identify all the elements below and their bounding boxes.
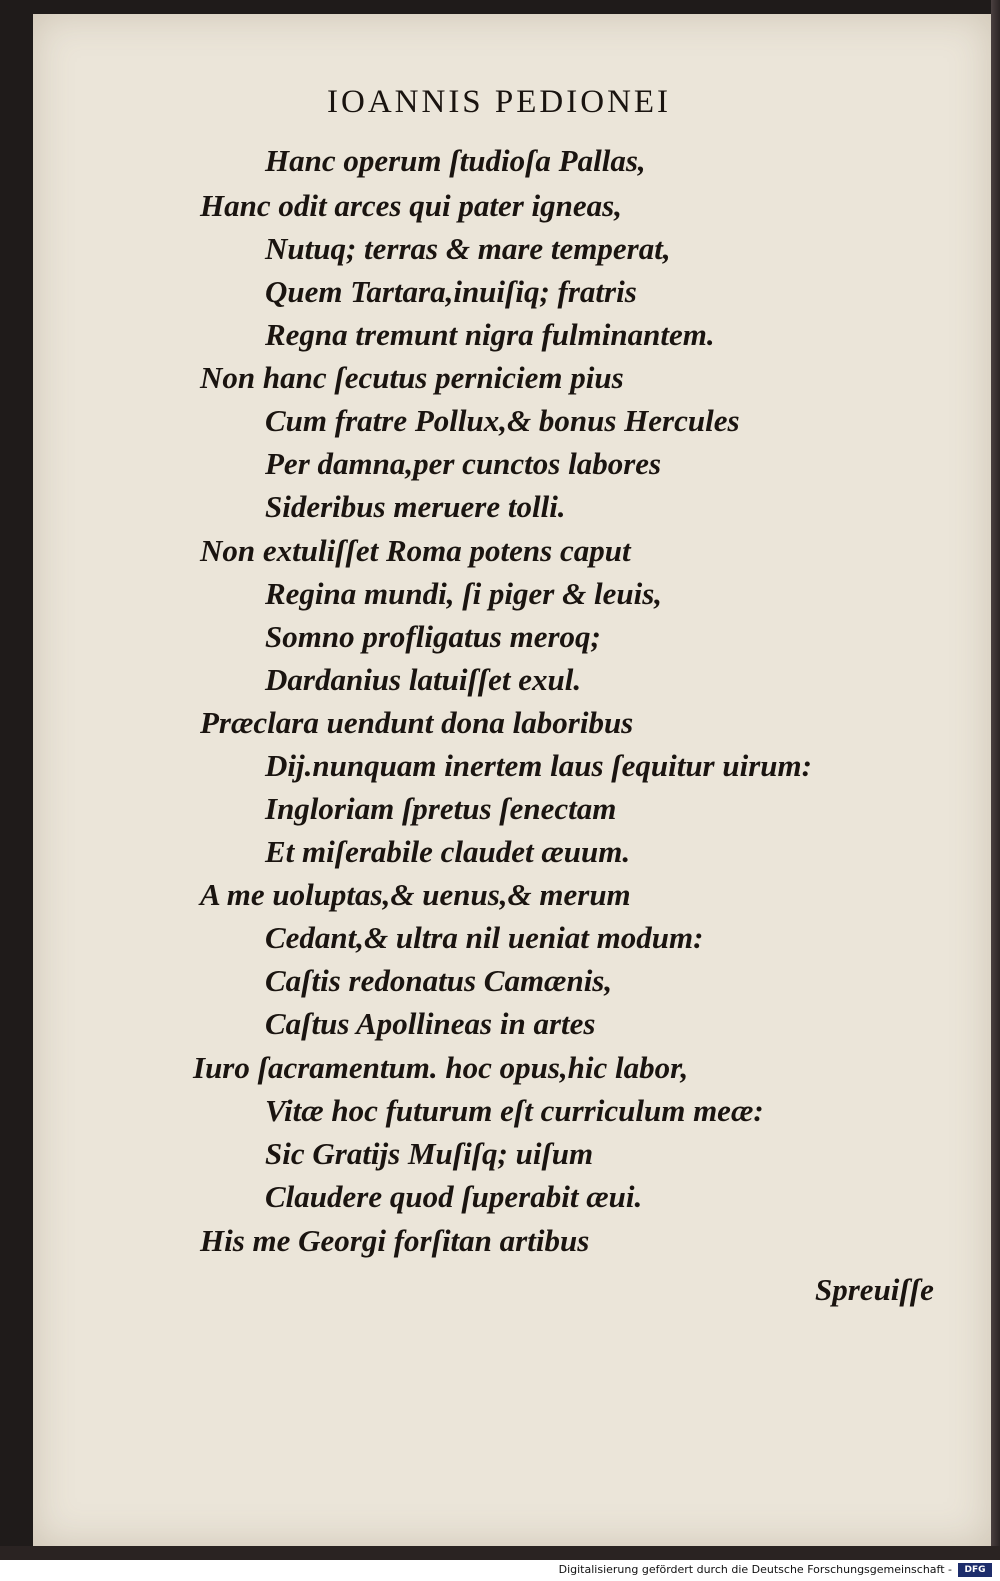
verse-line: Cum fratre Pollux,& bonus Hercules	[265, 403, 740, 438]
verse-line: Regna tremunt nigra fulminantem.	[265, 317, 715, 352]
verse-line: Sic Gratijs Muſiſq; uiſum	[265, 1136, 594, 1171]
verse-line: Regina mundi, ſi piger & leuis,	[265, 576, 663, 611]
verse-line: Et miſerabile claudet æuum.	[265, 834, 631, 869]
verse-line: Cedant,& ultra nil ueniat modum:	[265, 920, 704, 955]
verse-line: Non hanc ſecutus perniciem pius	[200, 360, 624, 395]
verse-line: Iuro ſacramentum. hoc opus,hic labor,	[193, 1050, 689, 1085]
book-bottom-edge	[0, 1546, 1000, 1560]
footer-credit: Digitalisierung gefördert durch die Deutsche Forschungsgemeinschaft -	[558, 1563, 952, 1576]
verse-line: Nutuq; terras & mare temperat,	[265, 231, 671, 266]
verse-line: Per damna,per cunctos labores	[265, 446, 662, 481]
dfg-logo: DFG	[958, 1563, 992, 1577]
running-head: IOANNIS PEDIONEI	[327, 84, 672, 120]
verse-line: Dardanius latuiſſet exul.	[265, 662, 582, 697]
verse-line: Caſtus Apollineas in artes	[265, 1006, 596, 1041]
verse-line: Sideribus meruere tolli.	[265, 489, 566, 524]
verse-line: Non extuliſſet Roma potens caput	[200, 533, 631, 568]
verse-line: Quem Tartara,inuiſiq; fratris	[265, 274, 637, 309]
verse-line: Somno profligatus meroq;	[265, 619, 601, 654]
verse-line: His me Georgi forſitan artibus	[200, 1223, 590, 1258]
verse-line: Dij.nunquam inertem laus ſequitur uirum:	[265, 748, 812, 783]
verse-line: Præclara uendunt dona laboribus	[200, 705, 634, 740]
verse-line: A me uoluptas,& uenus,& merum	[200, 877, 631, 912]
verse-line: Hanc odit arces qui pater igneas,	[200, 188, 622, 223]
footer-bar	[0, 1560, 1000, 1581]
verse-line: Claudere quod ſuperabit æui.	[265, 1179, 643, 1214]
catchword: Spreuiſſe	[815, 1272, 934, 1307]
verse-line: Vitæ hoc futurum eſt curriculum meæ:	[265, 1093, 764, 1128]
verse-line: Ingloriam ſpretus ſenectam	[265, 791, 617, 826]
verse-line: Hanc operum ſtudioſa Pallas,	[265, 143, 646, 178]
verse-line: Caſtis redonatus Camænis,	[265, 963, 613, 998]
book-edge	[991, 0, 1000, 1560]
